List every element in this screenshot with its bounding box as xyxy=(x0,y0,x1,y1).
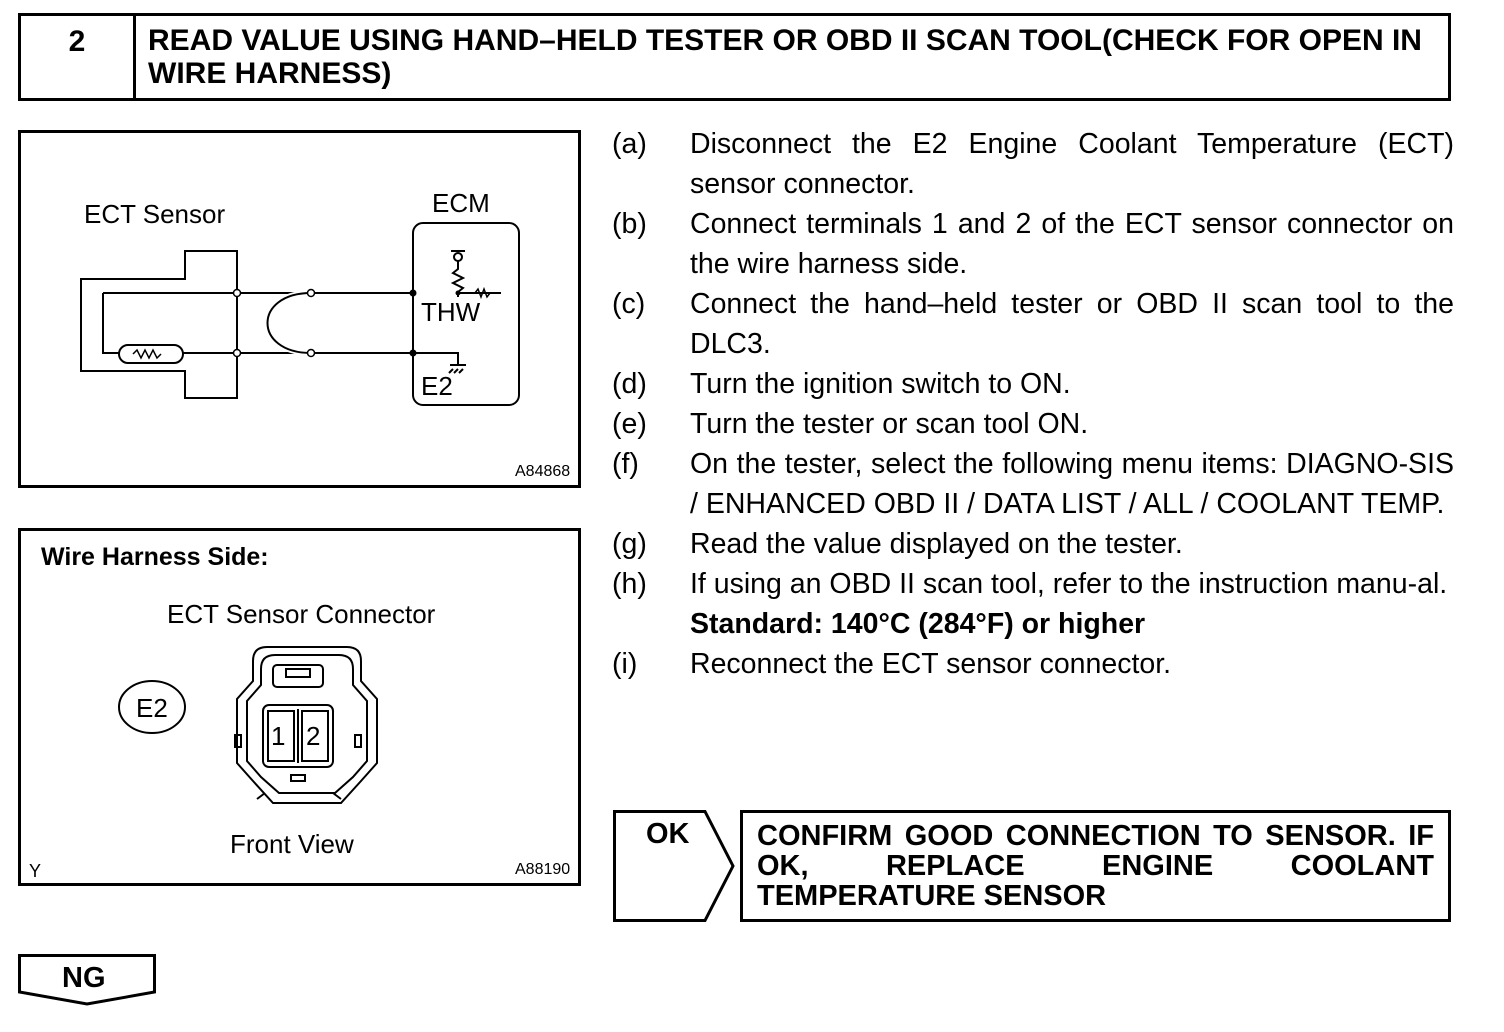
step-i xyxy=(612,644,1454,684)
step-label: (c) xyxy=(612,288,646,320)
ok-action-box xyxy=(740,810,1451,922)
step-f xyxy=(612,444,1454,524)
step-label: (a) xyxy=(612,128,647,160)
step-text: If using an OBD II scan tool, refer to the instruction manu-al. xyxy=(690,568,1448,600)
step-h xyxy=(612,564,1454,604)
sensor-housing xyxy=(81,251,237,398)
wire-harness-side-label: Wire Harness Side: xyxy=(41,543,269,571)
procedure-steps xyxy=(612,124,1454,684)
step-text: Read the value displayed on the tester. xyxy=(690,528,1183,560)
e2-terminal-label: E2 xyxy=(421,371,453,401)
ok-label: OK xyxy=(646,818,690,850)
step-g xyxy=(612,524,1454,564)
figure-code: A88190 xyxy=(515,861,571,878)
ground-symbol xyxy=(413,353,466,373)
step-text: Disconnect the E2 Engine Coolant Temperature (ECT) sensor connector. xyxy=(690,128,1454,200)
step-label: (h) xyxy=(612,568,647,600)
e2-connector-id: E2 xyxy=(136,693,168,723)
step-e xyxy=(612,404,1454,444)
connector-diagram xyxy=(18,528,581,886)
step-text: Reconnect the ECT sensor connector. xyxy=(690,648,1172,680)
standard-value: Standard: 140°C (284°F) or higher xyxy=(690,608,1146,640)
ng-label: NG xyxy=(62,962,106,994)
step-c xyxy=(612,284,1454,364)
step-label: (i) xyxy=(612,648,638,680)
step-text: Connect terminals 1 and 2 of the ECT sensor connector on the wire harness side. xyxy=(690,208,1454,280)
step-label: (b) xyxy=(612,208,647,240)
ok-action-text: CONFIRM GOOD CONNECTION TO SENSOR. IF OK, REPLACE ENGINE COOLANT TEMPERATURE SENSOR xyxy=(757,820,1434,912)
ecm-label: ECM xyxy=(432,188,490,218)
step-text: Turn the tester or scan tool ON. xyxy=(690,408,1089,440)
ect-sensor-connector-label: ECT Sensor Connector xyxy=(167,599,436,629)
step-label: (d) xyxy=(612,368,647,400)
step-text: Connect the hand–held tester or OBD II scan tool to the DLC3. xyxy=(690,288,1454,360)
step-label: (e) xyxy=(612,408,647,440)
step-number: 2 xyxy=(21,16,136,98)
step-title: READ VALUE USING HAND–HELD TESTER OR OBD II SCAN TOOL(CHECK FOR OPEN IN WIRE HARNESS) xyxy=(148,24,1422,90)
step-text: On the tester, select the following menu items: DIAGNO-SIS / ENHANCED OBD II / DATA LIST / ALL / COOLANT TEMP. xyxy=(690,448,1454,520)
front-view-label: Front View xyxy=(230,829,354,859)
step-d xyxy=(612,364,1454,404)
step-label: (f) xyxy=(612,448,639,480)
step-a xyxy=(612,124,1454,204)
step-label: (g) xyxy=(612,528,647,560)
circuit-drawing xyxy=(21,133,578,485)
step-header xyxy=(18,13,1451,101)
thw-label: THW xyxy=(421,297,481,327)
ect-sensor-label: ECT Sensor xyxy=(84,199,226,229)
vcc-terminal xyxy=(454,253,462,261)
pin-1-label: 1 xyxy=(271,721,286,751)
step-text: Turn the ignition switch to ON. xyxy=(690,368,1071,400)
pin-2-label: 2 xyxy=(306,721,321,751)
corner-mark: Y xyxy=(29,861,42,881)
step-b xyxy=(612,204,1454,284)
circuit-diagram xyxy=(18,130,581,488)
figure-code: A84868 xyxy=(515,463,571,480)
